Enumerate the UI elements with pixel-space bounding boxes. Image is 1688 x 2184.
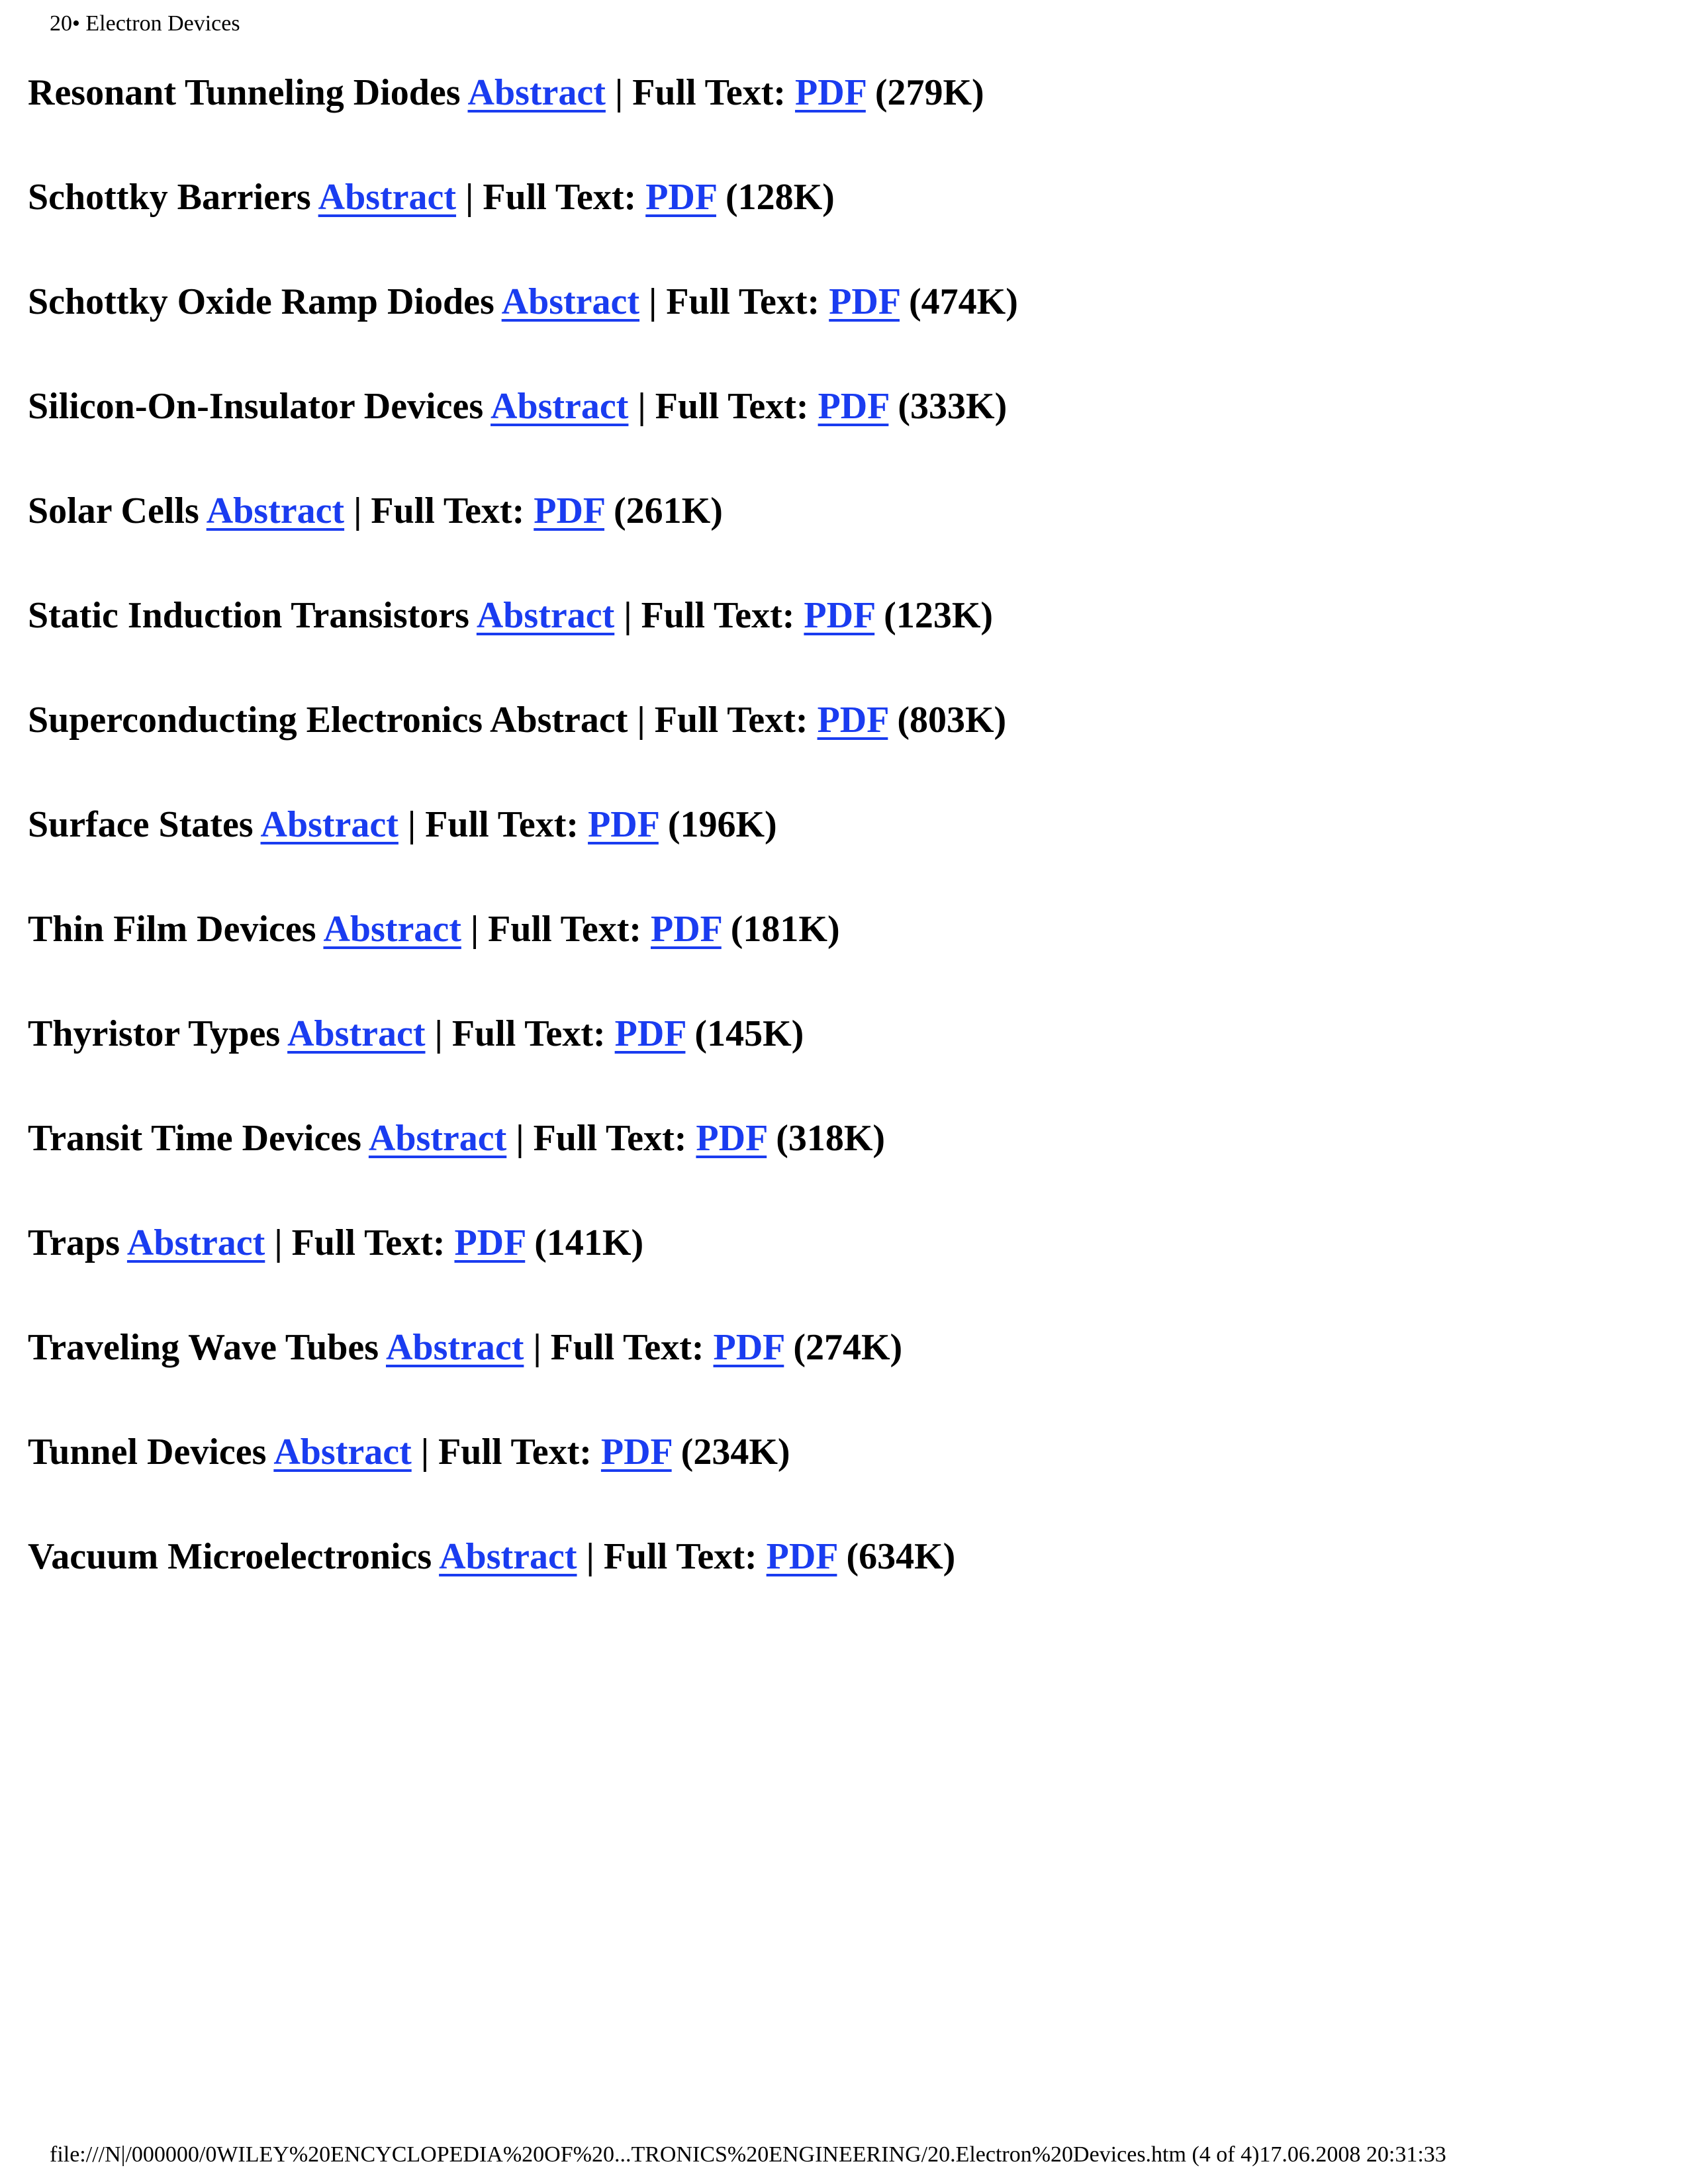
abstract-link[interactable]: Abstract	[287, 1013, 426, 1054]
abstract-link[interactable]: Abstract	[273, 1432, 412, 1473]
abstract-link[interactable]: Abstract	[385, 1327, 524, 1368]
entry-title: Tunnel Devices	[28, 1432, 267, 1473]
full-text-separator: | Full Text:	[637, 700, 818, 741]
file-size: (261K)	[614, 490, 723, 531]
full-text-separator: | Full Text:	[470, 909, 651, 950]
entry-title: Transit Time Devices	[28, 1118, 361, 1159]
entry-list	[28, 66, 1656, 1635]
pdf-link[interactable]: PDF	[829, 281, 900, 322]
full-text-separator: | Full Text:	[637, 386, 818, 427]
entry-title: Thin Film Devices	[28, 909, 316, 950]
abstract-link[interactable]: Abstract	[491, 386, 629, 427]
abstract-link[interactable]: Abstract	[260, 804, 399, 845]
abstract-text: Abstract	[490, 700, 628, 741]
file-size: (474K)	[908, 281, 1018, 322]
pdf-link[interactable]: PDF	[454, 1222, 526, 1263]
pdf-link[interactable]: PDF	[696, 1118, 767, 1159]
list-item	[28, 694, 1656, 798]
abstract-link[interactable]: Abstract	[318, 177, 457, 218]
list-item	[28, 1216, 1656, 1321]
full-text-separator: | Full Text:	[420, 1432, 601, 1473]
abstract-link[interactable]: Abstract	[368, 1118, 507, 1159]
full-text-separator: | Full Text:	[649, 281, 829, 322]
file-size: (123K)	[884, 595, 994, 636]
abstract-link[interactable]: Abstract	[323, 909, 461, 950]
list-item	[28, 903, 1656, 1007]
full-text-separator: | Full Text:	[614, 72, 796, 113]
full-text-separator: | Full Text:	[586, 1536, 767, 1577]
pdf-link[interactable]: PDF	[614, 1013, 686, 1054]
entry-title: Traveling Wave Tubes	[28, 1327, 379, 1368]
entry-title: Superconducting Electronics	[28, 700, 483, 741]
list-item	[28, 1007, 1656, 1112]
pdf-link[interactable]: PDF	[817, 700, 888, 741]
file-size: (196K)	[667, 804, 777, 845]
list-item	[28, 1112, 1656, 1216]
abstract-link[interactable]: Abstract	[467, 72, 606, 113]
full-text-separator: | Full Text:	[274, 1222, 455, 1263]
file-size: (181K)	[730, 909, 840, 950]
abstract-link[interactable]: Abstract	[501, 281, 640, 322]
page-footer: file:///N|/000000/0WILEY%20ENCYCLOPEDIA%20OF%20...TRONICS%20ENGINEERING/20.Electron%20Devices.htm (4 of 4)17.06.2008 20:31:33	[50, 2142, 1446, 2167]
pdf-link[interactable]: PDF	[713, 1327, 784, 1368]
list-item	[28, 171, 1656, 275]
file-size: (279K)	[874, 72, 984, 113]
entry-title: Resonant Tunneling Diodes	[28, 72, 461, 113]
list-item	[28, 66, 1656, 171]
full-text-separator: | Full Text:	[624, 595, 804, 636]
pdf-link[interactable]: PDF	[766, 1536, 837, 1577]
entry-title: Silicon-On-Insulator Devices	[28, 386, 484, 427]
full-text-separator: | Full Text:	[465, 177, 646, 218]
pdf-link[interactable]: PDF	[651, 909, 722, 950]
pdf-link[interactable]: PDF	[804, 595, 875, 636]
abstract-link[interactable]: Abstract	[126, 1222, 265, 1263]
pdf-link[interactable]: PDF	[600, 1432, 672, 1473]
list-item	[28, 484, 1656, 589]
pdf-link[interactable]: PDF	[795, 72, 866, 113]
list-item	[28, 1321, 1656, 1426]
list-item	[28, 275, 1656, 380]
full-text-separator: | Full Text:	[516, 1118, 696, 1159]
file-size: (141K)	[534, 1222, 644, 1263]
entry-title: Solar Cells	[28, 490, 199, 531]
list-item	[28, 380, 1656, 484]
full-text-separator: | Full Text:	[434, 1013, 615, 1054]
file-size: (318K)	[776, 1118, 886, 1159]
page-header: 20• Electron Devices	[50, 11, 240, 36]
entry-title: Static Induction Transistors	[28, 595, 469, 636]
entry-title: Schottky Oxide Ramp Diodes	[28, 281, 494, 322]
list-item	[28, 1530, 1656, 1635]
list-item	[28, 1426, 1656, 1530]
file-size: (274K)	[793, 1327, 903, 1368]
file-size: (128K)	[725, 177, 835, 218]
file-size: (145K)	[694, 1013, 804, 1054]
abstract-link[interactable]: Abstract	[439, 1536, 577, 1577]
full-text-separator: | Full Text:	[353, 490, 534, 531]
abstract-link[interactable]: Abstract	[206, 490, 345, 531]
full-text-separator: | Full Text:	[533, 1327, 714, 1368]
file-size: (634K)	[846, 1536, 956, 1577]
pdf-link[interactable]: PDF	[534, 490, 605, 531]
pdf-link[interactable]: PDF	[645, 177, 716, 218]
list-item	[28, 589, 1656, 694]
file-size: (333K)	[898, 386, 1008, 427]
file-size: (234K)	[680, 1432, 790, 1473]
list-item	[28, 798, 1656, 903]
entry-title: Traps	[28, 1222, 120, 1263]
file-size: (803K)	[897, 700, 1007, 741]
pdf-link[interactable]: PDF	[818, 386, 889, 427]
entry-title: Schottky Barriers	[28, 177, 311, 218]
abstract-link[interactable]: Abstract	[476, 595, 615, 636]
entry-title: Surface States	[28, 804, 254, 845]
entry-title: Thyristor Types	[28, 1013, 281, 1054]
entry-title: Vacuum Microelectronics	[28, 1536, 432, 1577]
pdf-link[interactable]: PDF	[588, 804, 659, 845]
full-text-separator: | Full Text:	[407, 804, 588, 845]
